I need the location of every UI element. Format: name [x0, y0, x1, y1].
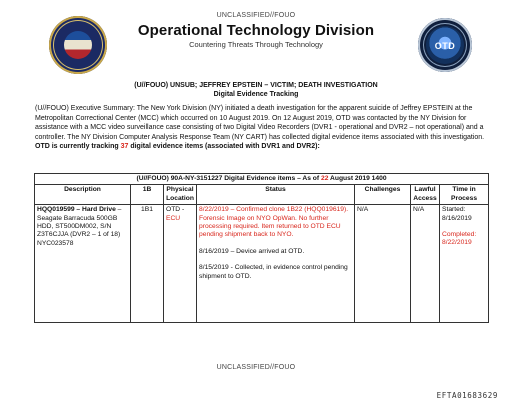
banner-date: 22: [320, 175, 329, 182]
cell-challenges: N/A: [355, 205, 411, 323]
table-banner: [35, 174, 489, 185]
summary-bold-lead: OTD is currently tracking: [35, 143, 121, 151]
summary-bold-tail: digital evidence items (associated with DVR1 and DVR2):: [128, 143, 320, 151]
otd-seal-text: OTD: [434, 41, 456, 51]
description-bold: HQQ019599 – Hard Drive: [37, 206, 116, 214]
header-physical-location: Physical Location: [164, 185, 197, 205]
cell-location: [164, 205, 197, 323]
time-started: Started: 8/16/2019: [442, 206, 472, 222]
summary-text: (U//FOUO) Executive Summary: The New York Division (NY) initiated a death investigation for the apparent suicide of Jeffrey EPSTEIN at the Metropolitan Correctional Center (MCC) which occurred on 10 August 2019. On 12 August 2019, OTD was contacted by the NY Division for assistance with a MCC video surveillance case consisting of two Digital Video Recorders (DVR1 - operational and DVR2 – not operational) and a controller. The NY Division Computer Analysis Response Team (NY CART) has collected digital evidence items associated with this investigation.: [35, 105, 485, 141]
executive-summary: [35, 104, 487, 152]
header-time-in-process: Time in Process: [440, 185, 489, 205]
summary-item-count: 37: [120, 143, 129, 151]
cell-1b: 1B1: [131, 205, 164, 323]
table-banner-row: [35, 174, 489, 185]
case-subtitle: Digital Evidence Tracking: [213, 91, 299, 98]
header-challenges: Challenges: [355, 185, 411, 205]
division-tagline: Countering Threats Through Technology: [189, 40, 323, 49]
bates-number: EFTA01683629: [436, 391, 498, 400]
cell-status: [197, 205, 355, 323]
time-completed: Completed: 8/22/2019: [442, 231, 477, 247]
status-entry-latest: 8/22/2019 – Confirmed clone 1B22 (HQQ019619). Forensic Image on NYO OpWan. No further processing required. Item returned to OTD ECU pending shipment back to NYO.: [199, 206, 349, 239]
location-lead: OTD -: [166, 206, 185, 214]
evidence-table: [34, 173, 489, 323]
banner-tail: August 2019 1400: [328, 175, 387, 182]
banner-lead: (U//FOUO) 90A-NY-3151227 Digital Evidence items – As of: [136, 175, 321, 182]
table-header-row: [35, 185, 489, 205]
cell-description: [35, 205, 131, 323]
cell-lawful-access: N/A: [411, 205, 440, 323]
classification-bottom: UNCLASSIFIED//FOUO: [216, 364, 296, 371]
location-red: ECU: [166, 214, 181, 222]
header-lawful-access: Lawful Access: [411, 185, 440, 205]
status-entry-collected: 8/15/2019 - Collected, in evidence control pending shipment to OTD.: [199, 264, 348, 280]
header-1b: 1B: [131, 185, 164, 205]
description-rest: – Seagate Barracuda 500GB HDD, ST500DM002, S/N Z3T6CJJA (DVR2 – 1 of 18) NYC023578: [37, 206, 122, 247]
status-entry-arrived: 8/16/2019 – Device arrived at OTD.: [199, 247, 305, 255]
header-status: Status: [197, 185, 355, 205]
header-description: Description: [35, 185, 131, 205]
case-title: (U//FOUO) UNSUB; JEFFREY EPSTEIN – VICTIM; DEATH INVESTIGATION: [134, 82, 378, 89]
cell-time-in-process: [440, 205, 489, 323]
division-title: Operational Technology Division: [137, 22, 375, 39]
table-row: [35, 205, 489, 323]
classification-top: UNCLASSIFIED//FOUO: [216, 12, 296, 19]
